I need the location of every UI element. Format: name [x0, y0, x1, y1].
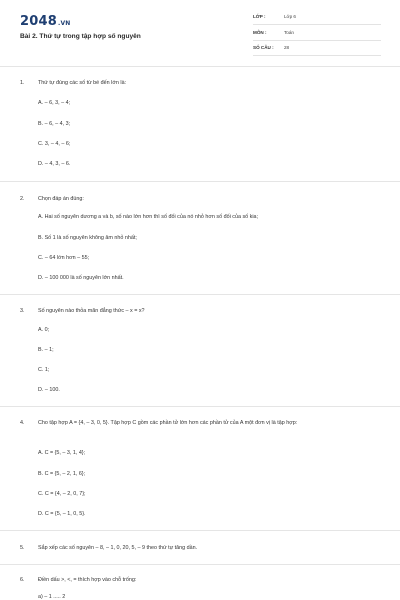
- question-text: Cho tập hợp A = {4, – 3, 0, 5}. Tập hợp C gồm các phần tử lớn hơn các phần tử của A một đơn vị là tập hợp:: [38, 420, 298, 426]
- answer-option[interactable]: A. 0;: [38, 327, 50, 333]
- question-divider: [0, 294, 400, 295]
- question-divider: [0, 406, 400, 407]
- answer-option[interactable]: B. – 1;: [38, 347, 54, 353]
- question-divider: [0, 564, 400, 565]
- meta-class-row: [253, 14, 381, 25]
- answer-option[interactable]: C. 3, – 4, – 6;: [38, 141, 71, 147]
- document-meta: [253, 14, 381, 61]
- question-number: 2.: [20, 196, 25, 202]
- question-divider: [0, 530, 400, 531]
- question-number: 5.: [20, 545, 25, 551]
- question-text: Chọn đáp án đúng:: [38, 196, 84, 202]
- header-divider: [0, 66, 400, 67]
- document-title: Bài 2. Thứ tự trong tập hợp số nguyên: [20, 33, 141, 40]
- meta-class-value: Lớp 6: [284, 14, 296, 19]
- logo-text: 2048: [20, 14, 57, 29]
- answer-option[interactable]: a) – 1 ..... 2: [38, 594, 66, 600]
- answer-option[interactable]: D. – 100 000 là số nguyên lớn nhất.: [38, 275, 124, 281]
- meta-count-value: 28: [284, 45, 290, 50]
- answer-option[interactable]: A. C = {5, – 3, 1, 4};: [38, 450, 86, 456]
- question-number: 1.: [20, 80, 25, 86]
- answer-option[interactable]: C. – 64 lớn hơn – 55;: [38, 255, 90, 261]
- answer-option[interactable]: D. – 100.: [38, 387, 60, 393]
- answer-option[interactable]: C. 1;: [38, 367, 50, 373]
- meta-class-label: LỚP :: [253, 14, 266, 19]
- meta-count-row: [253, 45, 381, 56]
- question-text: Thứ tự đúng các số từ bé đến lớn là:: [38, 80, 127, 86]
- question-number: 6.: [20, 577, 25, 583]
- document-header: [0, 0, 400, 70]
- answer-option[interactable]: B. – 6, – 4, 3;: [38, 121, 71, 127]
- question-text: Điền dấu >, <, = thích hợp vào chỗ trống:: [38, 577, 137, 583]
- answer-option[interactable]: B. C = {5, – 2, 1, 6};: [38, 471, 86, 477]
- answer-option[interactable]: B. Số 1 là số nguyên không âm nhỏ nhất;: [38, 235, 137, 241]
- answer-option[interactable]: D. – 4, 3, – 6.: [38, 161, 71, 167]
- site-logo[interactable]: [20, 14, 71, 29]
- meta-subject-value: Toán: [284, 29, 294, 35]
- meta-subject-row: [253, 30, 381, 41]
- question-number: 4.: [20, 420, 25, 426]
- question-number: 3.: [20, 308, 25, 314]
- meta-count-label: SỐ CÂU :: [253, 45, 274, 50]
- logo-suffix: .VN: [57, 20, 71, 27]
- meta-subject-label: MÔN :: [253, 29, 267, 35]
- answer-option[interactable]: C. C = {4, – 2, 0, 7};: [38, 491, 86, 497]
- question-text: Sắp xếp các số nguyên – 8, – 1, 0, 20, 5, – 9 theo thứ tự tăng dần.: [38, 545, 198, 551]
- question-divider: [0, 181, 400, 182]
- answer-option[interactable]: A. – 6, 3, – 4;: [38, 100, 71, 106]
- answer-option[interactable]: A. Hai số nguyên dương a và b, số nào lớn hơn thì số đối của nó nhỏ hơn số đối của số kia;: [38, 214, 259, 220]
- answer-option[interactable]: D. C = {5, – 1, 0, 5}.: [38, 511, 86, 517]
- question-text: Số nguyên nào thỏa mãn đẳng thức – x = x?: [38, 308, 145, 314]
